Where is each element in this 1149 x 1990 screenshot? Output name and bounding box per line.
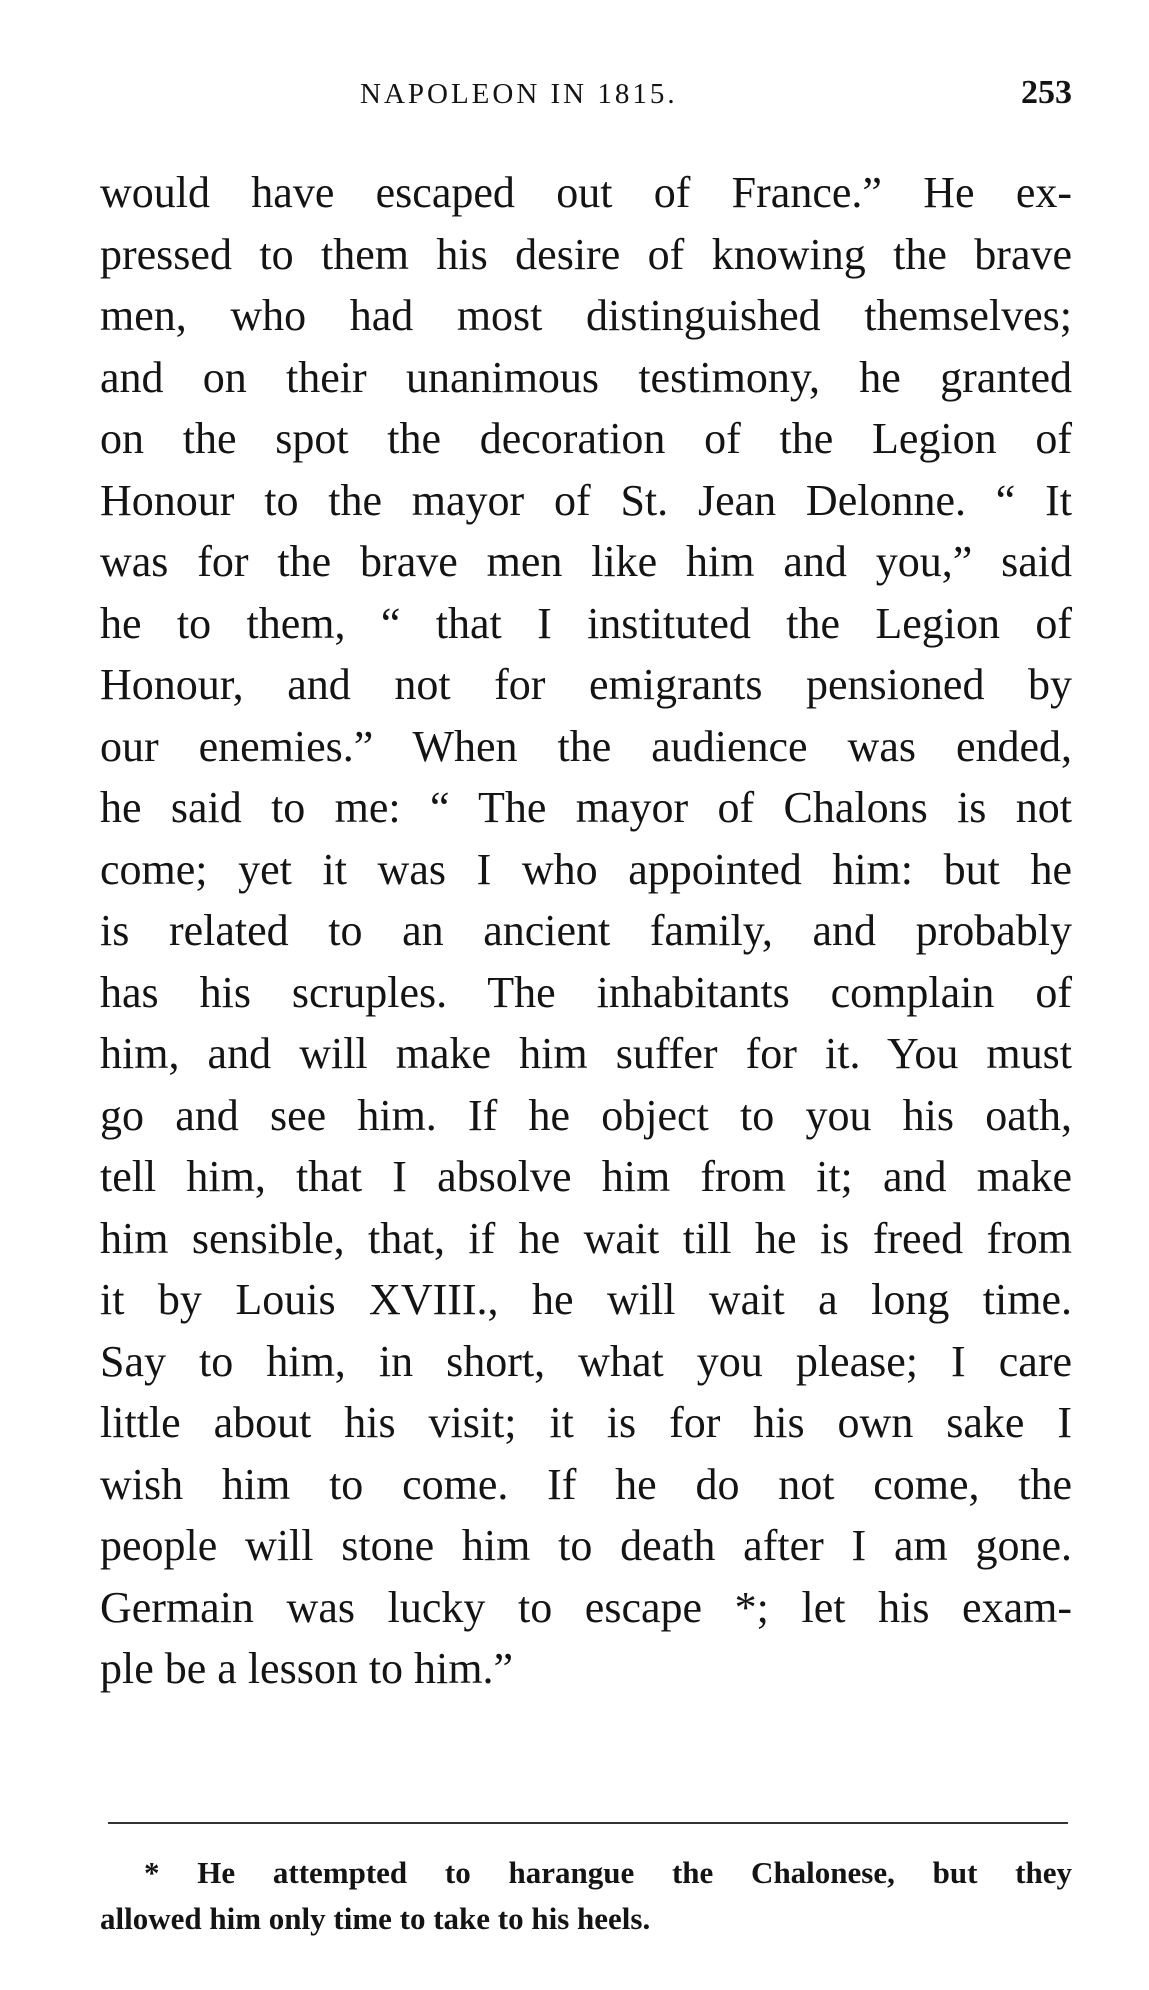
body-line: on the spot the decoration of the Legion of [100,414,1072,463]
body-line: was for the brave men like him and you,” said [100,537,1072,586]
body-line: ple be a lesson to him.” [100,1644,514,1693]
body-line: him sensible, that, if he wait till he is freed from [100,1213,1072,1263]
body-line: and on their unanimous testimony, he granted [100,352,1072,402]
body-line: has his scruples. The inhabitants complain of [100,967,1072,1017]
body-line: little about his visit; it is for his own sake I [100,1398,1072,1447]
body-line: people will stone him to death after I am gone. [100,1521,1072,1570]
body-text [100,162,1072,1700]
body-line: Honour to the mayor of St. Jean Delonne. “ It [100,475,1072,525]
body-line: Say to him, in short, what you please; I care [100,1336,1072,1386]
body-line: he said to me: “ The mayor of Chalons is not [100,783,1072,832]
body-line: him, and will make him suffer for it. You must [100,1029,1072,1078]
body-line: it by Louis XVIII., he will wait a long time. [100,1275,1072,1324]
body-line: he to them, “ that I instituted the Legion of [100,598,1072,648]
page-number: 253 [1021,74,1072,111]
footnote-line: * He attempted to harangue the Chalonese, but they [144,1855,1072,1890]
body-line: our enemies.” When the audience was ended, [100,721,1072,771]
body-line: pressed to them his desire of knowing the brave [100,229,1072,279]
footnote [100,1850,1072,1942]
body-line: wish him to come. If he do not come, the [100,1459,1072,1509]
footnote-line: allowed him only time to take to his heels. [100,1901,651,1936]
running-title: NAPOLEON IN 1815. [360,78,678,110]
page-header [100,74,1080,118]
body-line: Honour, and not for emigrants pensioned by [100,660,1072,709]
body-line: go and see him. If he object to you his oath, [100,1090,1072,1140]
body-line: would have escaped out of France.” He ex- [100,168,1072,217]
footnote-divider [108,1822,1068,1824]
body-line: come; yet it was I who appointed him: but he [100,844,1072,894]
body-line: is related to an ancient family, and probably [100,906,1072,955]
body-line: men, who had most distinguished themselves; [100,291,1072,340]
body-line: tell him, that I absolve him from it; and make [100,1152,1072,1201]
body-line: Germain was lucky to escape *; let his exam- [100,1582,1072,1632]
